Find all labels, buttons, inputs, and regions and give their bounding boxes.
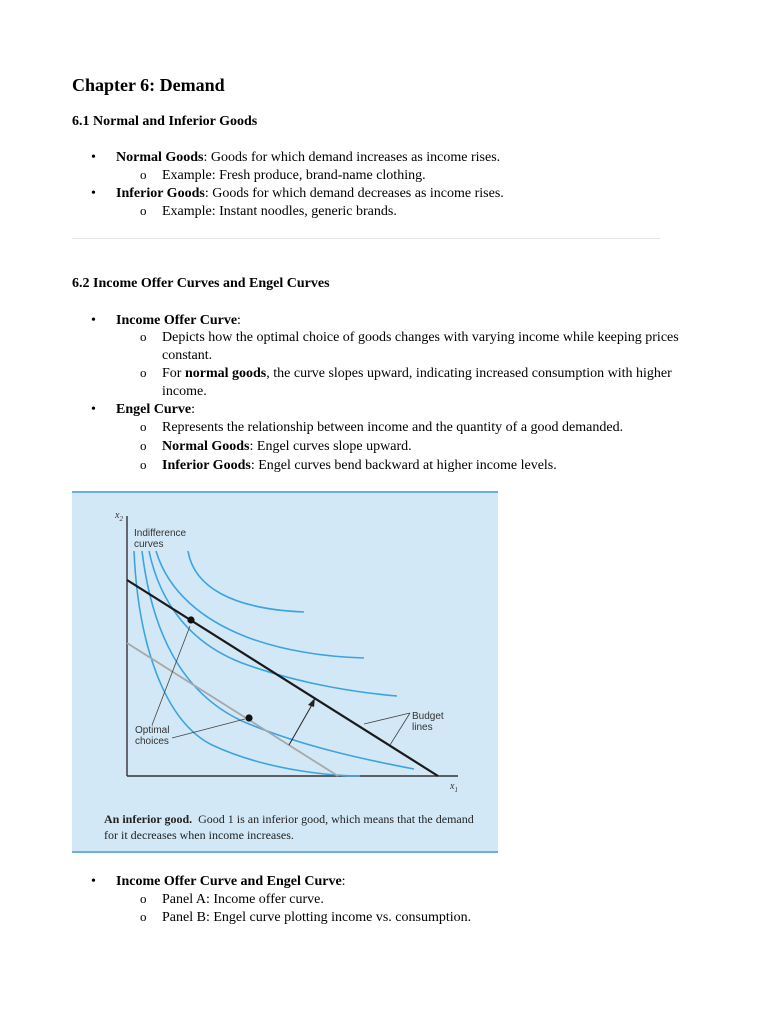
income-offer-sub-1: o Depicts how the optimal choice of goods changes with varying income while keeping prices constant.	[162, 329, 682, 365]
x-axis-label: $x_1$	[450, 781, 458, 794]
optimal-label-line2: choices	[135, 736, 169, 747]
income-offer-sub-2	[162, 365, 682, 401]
indifference-label-line1: Indifference	[134, 528, 187, 539]
budget-line-low	[127, 643, 338, 776]
panel-a-item: o Panel A: Income offer curve.	[162, 891, 682, 909]
term-normal-goods-inline: normal goods	[184, 366, 267, 381]
term-normal-goods: Normal Goods	[116, 150, 204, 165]
y-axis-label: $x_2$	[115, 510, 123, 523]
optimal-label-line1: Optimal	[135, 725, 170, 736]
callout-leaders	[152, 626, 410, 745]
section-heading-normal-inferior: 6.1 Normal and Inferior Goods	[72, 114, 258, 129]
colon: :	[341, 874, 346, 889]
sub2-post: , the curve slopes upward, indicating increased consumption with higher income.	[162, 366, 672, 399]
term-income-offer-curve: Income Offer Curve	[116, 313, 238, 328]
indifference-curve-3	[149, 551, 397, 696]
leader-budget-low	[364, 713, 410, 724]
list-item-income-offer-engel	[116, 873, 346, 891]
list-item-normal-goods	[116, 149, 500, 167]
term-inferior-goods-engel: Inferior Goods	[162, 458, 251, 473]
list-item-engel-curve	[116, 401, 195, 419]
section-divider	[72, 238, 660, 239]
inferior-good-diagram	[72, 493, 498, 855]
budget-label-line2: lines	[412, 722, 433, 733]
inferior-good-figure	[72, 491, 498, 853]
colon: :	[191, 402, 195, 417]
engel-sub-2	[162, 438, 682, 456]
section-heading-income-offer: 6.2 Income Offer Curves and Engel Curves	[72, 276, 330, 291]
indifference-label-line2: curves	[134, 539, 164, 550]
list-item-income-offer-curve	[116, 312, 241, 330]
caption-text: Good 1 is an inferior good, which means that the demand for it decreases when income increases.	[104, 812, 474, 842]
term-normal-goods-engel: Normal Goods	[162, 439, 250, 454]
list-item-inferior-goods	[116, 185, 504, 203]
term-income-offer-engel: Income Offer Curve and Engel Curve	[116, 874, 342, 889]
chapter-title: Chapter 6: Demand	[72, 75, 225, 95]
indifference-curve-5	[188, 551, 304, 612]
colon: :	[237, 313, 241, 328]
engel-sub-1: o Represents the relationship between income and the quantity of a good demanded.	[162, 419, 682, 437]
shift-arrow-line	[289, 703, 313, 745]
sub2-pre: For	[162, 366, 185, 381]
leader-budget-high	[390, 713, 410, 745]
list-item-normal-example: o Example: Fresh produce, brand-name clothing.	[162, 167, 682, 185]
inferior-goods-desc: : Goods for which demand decreases as income rises.	[204, 186, 504, 201]
optimal-choice-point-high	[187, 616, 194, 623]
shift-arrow-head	[308, 698, 315, 707]
budget-label-line1: Budget	[412, 711, 444, 722]
indifference-curve-4	[156, 551, 364, 658]
engel-sub-3-text: : Engel curves bend backward at higher income levels.	[250, 458, 557, 473]
engel-sub-3	[162, 457, 682, 475]
panel-b-item: o Panel B: Engel curve plotting income vs. consumption.	[162, 909, 682, 927]
caption-bold: An inferior good.	[104, 812, 193, 826]
budget-line-high	[127, 580, 438, 776]
optimal-choice-point-low	[245, 714, 252, 721]
list-item-inferior-example: o Example: Instant noodles, generic brands.	[162, 203, 682, 221]
term-inferior-goods: Inferior Goods	[116, 186, 205, 201]
figure-caption	[104, 811, 484, 843]
term-engel-curve: Engel Curve	[116, 402, 192, 417]
engel-sub-2-text: : Engel curves slope upward.	[249, 439, 412, 454]
normal-goods-desc: : Goods for which demand increases as income rises.	[203, 150, 501, 165]
